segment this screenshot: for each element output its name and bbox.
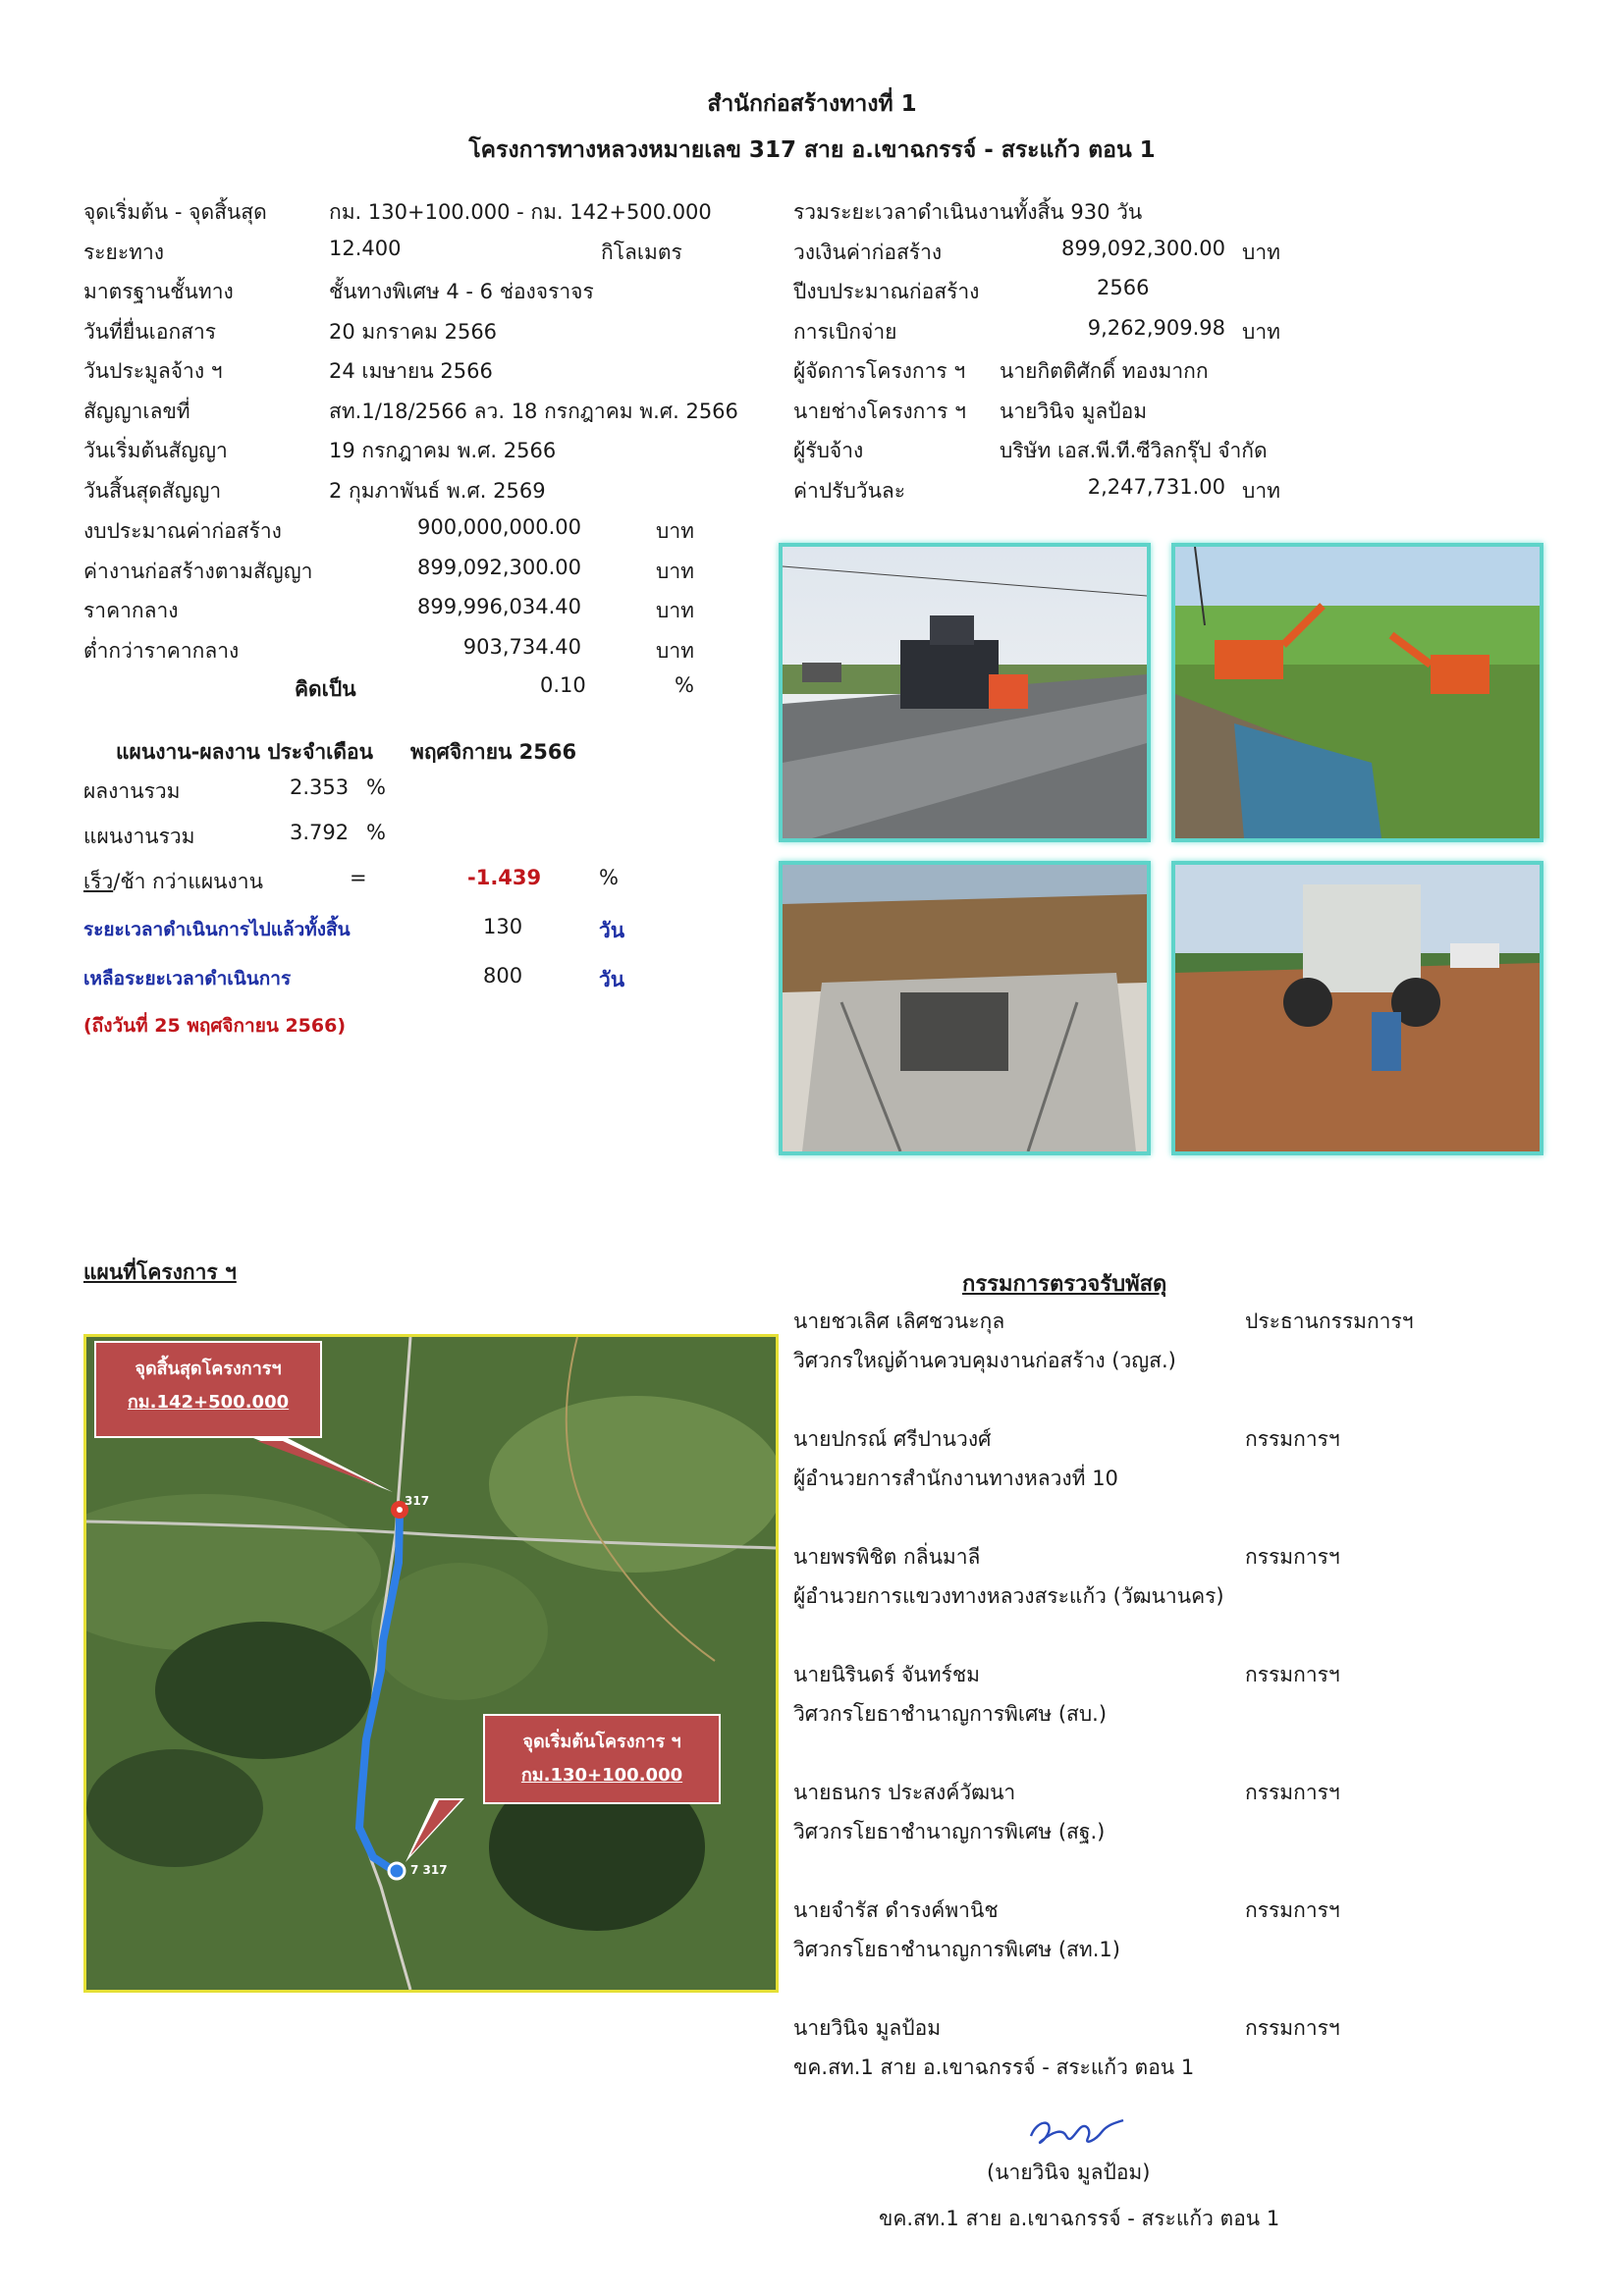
budget-unit: บาท xyxy=(656,559,694,583)
info-left-label: วันเริ่มต้นสัญญา xyxy=(83,439,228,462)
percent-label: คิดเป็น xyxy=(295,677,356,701)
committee-member-position: วิศวกรใหญ่ด้านควบคุมงานก่อสร้าง (วญส.) xyxy=(793,1349,1176,1372)
info-left-label: ระยะทาง xyxy=(83,240,165,264)
remaining-label: เหลือระยะเวลาดำเนินการ xyxy=(83,968,292,989)
project-map[interactable] xyxy=(83,1334,779,1993)
info-right-value: 2566 xyxy=(1097,276,1150,299)
map-title: แผนที่โครงการ ฯ xyxy=(83,1260,237,1284)
progress-month: พฤศจิกายน 2566 xyxy=(410,740,577,764)
committee-member-position: วิศวกรโยธาชำนาญการพิเศษ (สท.1) xyxy=(793,1938,1120,1961)
info-right-label: ผู้จัดการโครงการ ฯ xyxy=(793,359,966,383)
info-left-value: 2 กุมภาพันธ์ พ.ศ. 2569 xyxy=(329,478,546,503)
committee-member-role: ประธานกรรมการฯ xyxy=(1245,1309,1414,1333)
info-right-label: ผู้รับจ้าง xyxy=(793,439,864,462)
budget-value: 903,734.40 xyxy=(462,634,581,659)
budget-unit: บาท xyxy=(656,638,694,663)
info-left-value: ชั้นทางพิเศษ 4 - 6 ช่องจราจร xyxy=(329,280,594,303)
as-of-date: (ถึงวันที่ 25 พฤศจิกายน 2566) xyxy=(83,1015,347,1037)
committee-member-role: กรรมการฯ xyxy=(1245,1427,1340,1451)
info-right-label: วงเงินค่าก่อสร้าง xyxy=(793,240,943,264)
committee-member-role: กรรมการฯ xyxy=(1245,1898,1340,1922)
plan-value: 3.792 xyxy=(290,821,350,844)
signature-mark xyxy=(1023,2107,1131,2154)
percent-value: 0.10 xyxy=(540,673,586,697)
diff-value: -1.439 xyxy=(467,866,542,889)
photo-road-milling xyxy=(779,543,1151,842)
actual-unit: % xyxy=(366,775,386,799)
plan-unit: % xyxy=(366,821,386,844)
committee-member-position: วิศวกรโยธาชำนาญการพิเศษ (สบ.) xyxy=(793,1702,1108,1726)
committee-member-name: นายวินิจ มูลป้อม xyxy=(793,2016,942,2040)
info-right-value: บริษัท เอส.พี.ที.ซีวิลกรุ๊ป จำกัด xyxy=(1000,439,1268,462)
progress-title: แผนงาน-ผลงาน ประจำเดือน xyxy=(116,740,373,764)
info-left-unit: กิโลเมตร xyxy=(601,240,682,264)
committee-member-name: นายนิรินดร์ จันทร์ชม xyxy=(793,1663,980,1686)
info-right-value: นายวินิจ มูลป้อม xyxy=(1000,399,1148,423)
budget-value: 899,092,300.00 xyxy=(417,555,581,579)
signature-position: ขค.สท.1 สาย อ.เขาฉกรรจ์ - สระแก้ว ตอน 1 xyxy=(879,2207,1280,2230)
committee-member-role: กรรมการฯ xyxy=(1245,2016,1340,2040)
budget-unit: บาท xyxy=(656,599,694,622)
percent-unit: % xyxy=(675,673,694,697)
budget-value: 899,996,034.40 xyxy=(417,595,581,618)
budget-label: ต่ำกว่าราคากลาง xyxy=(83,638,240,663)
info-left-label: จุดเริ่มต้น - จุดสิ้นสุด xyxy=(83,200,267,224)
info-left-value: กม. 130+100.000 - กม. 142+500.000 xyxy=(329,200,712,224)
budget-value: 900,000,000.00 xyxy=(417,515,581,539)
info-left-value: 19 กรกฎาคม พ.ศ. 2566 xyxy=(329,439,557,462)
committee-member-position: ผู้อำนวยการแขวงทางหลวงสระแก้ว (วัฒนานคร) xyxy=(793,1584,1224,1608)
info-left-value: 12.400 xyxy=(329,236,402,260)
committee-member-role: กรรมการฯ xyxy=(1245,1781,1340,1804)
elapsed-unit: วัน xyxy=(599,919,625,942)
end-point-km: กม.142+500.000 xyxy=(127,1392,290,1414)
committee-title: กรรมการตรวจรับพัสดุ xyxy=(962,1272,1167,1297)
signature-name: (นายวินิจ มูลป้อม) xyxy=(987,2161,1151,2184)
info-right-label: ปีงบประมาณก่อสร้าง xyxy=(793,280,980,303)
start-point-label: จุดเริ่มต้นโครงการ ฯ xyxy=(522,1732,681,1752)
committee-member-role: กรรมการฯ xyxy=(1245,1663,1340,1686)
actual-value: 2.353 xyxy=(290,775,350,799)
route-label-bottom: 7 317 xyxy=(410,1863,448,1877)
committee-member-position: ขค.สท.1 สาย อ.เขาฉกรรจ์ - สระแก้ว ตอน 1 xyxy=(793,2056,1195,2079)
remaining-value: 800 xyxy=(483,964,523,988)
remaining-unit: วัน xyxy=(599,968,625,991)
committee-member-name: นายพรพิชิต กลิ่นมาลี xyxy=(793,1545,981,1569)
committee-member-name: นายปกรณ์ ศรีปานวงศ์ xyxy=(793,1427,992,1451)
elapsed-value: 130 xyxy=(483,915,523,938)
elapsed-label: ระยะเวลาดำเนินการไปแล้วทั้งสิ้น xyxy=(83,919,351,940)
photo-culvert xyxy=(779,861,1151,1155)
info-right-value: 2,247,731.00 xyxy=(1087,474,1225,499)
committee-member-position: ผู้อำนวยการสำนักงานทางหลวงที่ 10 xyxy=(793,1467,1118,1490)
budget-unit: บาท xyxy=(656,519,694,543)
diff-eq: = xyxy=(350,866,367,889)
info-left-value: 24 เมษายน 2566 xyxy=(329,359,493,383)
plan-label: แผนงานรวม xyxy=(83,825,195,848)
info-left-label: วันที่ยื่นเอกสาร xyxy=(83,319,217,344)
info-left-value: 20 มกราคม 2566 xyxy=(329,319,498,344)
budget-label: ค่างานก่อสร้างตามสัญญา xyxy=(83,559,313,583)
info-right-label: การเบิกจ่าย xyxy=(793,319,897,344)
info-right-label: นายช่างโครงการ ฯ xyxy=(793,399,966,423)
info-right-unit: บาท xyxy=(1242,240,1280,264)
info-left-value: สท.1/18/2566 ลว. 18 กรกฎาคม พ.ศ. 2566 xyxy=(329,399,738,423)
budget-label: งบประมาณค่าก่อสร้าง xyxy=(83,519,282,543)
start-point-callout xyxy=(483,1714,721,1804)
start-point-km: กม.130+100.000 xyxy=(520,1765,683,1787)
info-right-unit: บาท xyxy=(1242,478,1280,503)
info-right-value: 899,092,300.00 xyxy=(1061,236,1225,260)
info-right-label: ค่าปรับวันละ xyxy=(793,478,906,503)
committee-member-name: นายจำรัส ดำรงค์พานิช xyxy=(793,1898,999,1922)
committee-member-position: วิศวกรโยธาชำนาญการพิเศษ (สฐ.) xyxy=(793,1820,1106,1843)
end-point-callout xyxy=(94,1341,322,1438)
end-point-label: จุดสิ้นสุดโครงการฯ xyxy=(135,1359,282,1379)
info-left-label: มาตรฐานชั้นทาง xyxy=(83,280,234,303)
committee-member-name: นายธนกร ประสงค์วัฒนา xyxy=(793,1781,1016,1804)
total-duration: รวมระยะเวลาดำเนินงานทั้งสิ้น 930 วัน xyxy=(793,200,1143,224)
info-left-label: วันประมูลจ้าง ฯ xyxy=(83,359,223,383)
diff-label-fast: เร็ว xyxy=(83,870,114,893)
diff-unit: % xyxy=(599,866,619,889)
header-title-project: โครงการทางหลวงหมายเลข 317 สาย อ.เขาฉกรรจ์ - สระแก้ว ตอน 1 xyxy=(468,137,1156,163)
photo-road-recycling xyxy=(1171,861,1543,1155)
header-title-office: สำนักก่อสร้างทางที่ 1 xyxy=(707,91,917,117)
route-label-top: 317 xyxy=(405,1494,430,1508)
info-right-unit: บาท xyxy=(1242,319,1280,344)
info-right-value: นายกิตติศักดิ์ ทองมากก xyxy=(1000,359,1209,383)
info-right-value: 9,262,909.98 xyxy=(1087,315,1225,340)
info-left-label: สัญญาเลขที่ xyxy=(83,399,190,423)
diff-label-rest: /ช้า กว่าแผนงาน xyxy=(113,870,263,893)
diff-label xyxy=(83,866,263,898)
committee-member-role: กรรมการฯ xyxy=(1245,1545,1340,1569)
committee-member-name: นายชวเลิศ เลิศชวนะกุล xyxy=(793,1309,1005,1333)
info-left-label: วันสิ้นสุดสัญญา xyxy=(83,478,222,503)
photo-excavators xyxy=(1171,543,1543,842)
actual-label: ผลงานรวม xyxy=(83,779,181,803)
budget-label: ราคากลาง xyxy=(83,599,179,622)
